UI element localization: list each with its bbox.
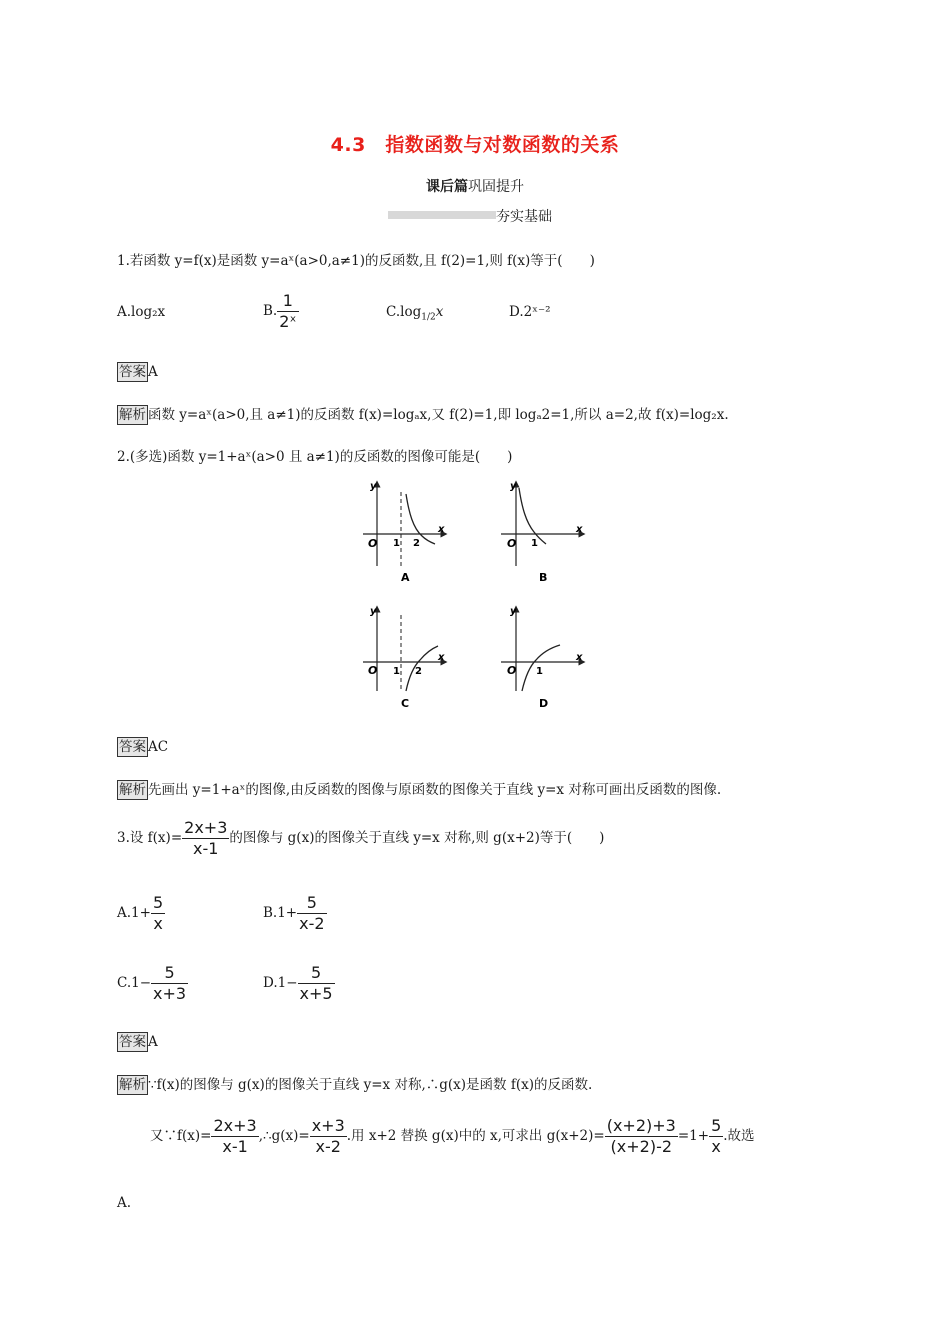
q1-option-c-base: 1/2 <box>421 312 436 323</box>
fraction-numerator: 1 <box>277 291 298 312</box>
q1-analysis-text: 函数 y=aˣ(a>0,且 a≠1)的反函数 f(x)=logₐx,又 f(2)=1,即 logₐ2=1,所以 a=2,故 f(x)=log₂x. <box>148 407 729 423</box>
graph-a <box>360 478 450 586</box>
tick-1: 1 <box>393 666 400 677</box>
page-title: 4.3 指数函数与对数函数的关系 <box>330 134 620 156</box>
fraction-denominator: x-2 <box>299 914 325 933</box>
q2-stem: 2.(多选)函数 y=1+aˣ(a>0 且 a≠1)的反函数的图像可能是( ) <box>117 449 513 465</box>
analysis-text: =1+ <box>677 1128 710 1144</box>
fraction-denominator: x-1 <box>222 1137 248 1156</box>
analysis-text: .用 x+2 替换 g(x)中的 x,可求出 g(x+2)= <box>346 1128 605 1144</box>
q3-stem-prefix: 3.设 f(x)= <box>117 830 183 846</box>
q1-option-c <box>386 302 443 328</box>
x-label: x <box>438 524 445 535</box>
q3-option-b-fraction <box>297 893 326 934</box>
tick-1: 1 <box>531 538 538 549</box>
fraction-numerator: 5 <box>152 893 164 912</box>
q3-analysis-line2 <box>150 1116 755 1157</box>
result-fraction <box>709 1116 723 1157</box>
fraction-numerator: 2x+3 <box>184 818 228 837</box>
q2-analysis-text: 先画出 y=1+aˣ的图像,由反函数的图像与原函数的图像关于直线 y=x 对称可画出反函数的图像. <box>148 782 722 798</box>
analysis-text: ,∴g(x)= <box>258 1128 310 1144</box>
q1-option-b-prefix: B. <box>263 303 278 319</box>
q1-answer-value: A <box>148 364 158 380</box>
fraction-denominator: 2ˣ <box>279 312 297 331</box>
fraction-numerator: 2x+3 <box>213 1116 257 1135</box>
q3-option-c <box>117 963 188 1004</box>
fraction-denominator: x-1 <box>193 839 219 858</box>
q1-analysis <box>117 405 729 425</box>
origin-label: O <box>368 664 378 677</box>
y-label: y <box>510 481 517 492</box>
q3-option-d-prefix: D.1− <box>263 975 298 991</box>
q1-option-c-prefix: C.log <box>386 304 422 320</box>
q3-option-a-prefix: A.1+ <box>117 905 151 921</box>
graph-d <box>498 603 588 711</box>
fraction-numerator: 5 <box>297 893 326 914</box>
analysis-tag: 解析 <box>119 1077 146 1093</box>
graph-label: C <box>401 697 410 710</box>
tick-1: 1 <box>536 666 543 677</box>
section-title: 夯实基础 <box>496 209 552 225</box>
q3-option-d-fraction <box>298 963 335 1004</box>
subtitle <box>0 176 950 196</box>
curve <box>519 488 546 544</box>
fraction-numerator: (x+2)+3 <box>606 1116 676 1135</box>
analysis-text: 又∵f(x)= <box>150 1128 212 1144</box>
q1-stem: 1.若函数 y=f(x)是函数 y=aˣ(a>0,a≠1)的反函数,且 f(2)=1,则 f(x)等于( ) <box>117 253 595 269</box>
x-label: x <box>576 524 583 535</box>
fraction-numerator: 5 <box>298 963 335 984</box>
y-label: y <box>370 481 377 492</box>
curve <box>406 646 438 691</box>
y-label: y <box>370 606 377 617</box>
y-label: y <box>510 606 517 617</box>
answer-tag: 答案 <box>119 364 146 380</box>
graph-b <box>498 478 588 586</box>
q1-option-b <box>263 291 299 332</box>
fraction-denominator: x-2 <box>315 1137 341 1156</box>
answer-tag: 答案 <box>119 739 146 755</box>
tick-2: 2 <box>415 666 422 677</box>
fraction-denominator: x <box>711 1137 721 1156</box>
q3-option-a-fraction <box>151 893 165 934</box>
q2-answer <box>117 737 168 757</box>
subtitle-rest: 巩固提升 <box>468 179 524 195</box>
tick-2: 2 <box>413 538 420 549</box>
q1-option-a: A.log₂x <box>117 304 166 320</box>
fraction-denominator: x <box>153 914 163 933</box>
section-bar <box>388 211 496 219</box>
origin-label: O <box>368 537 378 550</box>
q3-stem-suffix: 的图像与 g(x)的图像关于直线 y=x 对称,则 g(x+2)等于( ) <box>229 830 605 846</box>
origin-label: O <box>507 537 517 550</box>
q3-analysis-line3: A. <box>117 1195 132 1211</box>
graph-label: D <box>539 697 549 710</box>
subtitle-bold: 课后篇 <box>426 179 468 195</box>
q1-option-b-fraction <box>277 291 298 332</box>
origin-label: O <box>507 664 517 677</box>
q1-option-c-var: x <box>435 304 444 320</box>
q3-analysis <box>117 1075 592 1095</box>
fraction-denominator: x+3 <box>153 984 187 1003</box>
q3-option-a <box>117 893 165 934</box>
g-fraction <box>310 1116 347 1157</box>
answer-tag: 答案 <box>119 1034 146 1050</box>
q1-option-d: D.2ˣ⁻² <box>509 304 551 320</box>
fraction-numerator: 5 <box>151 963 188 984</box>
graph-c <box>360 603 450 711</box>
q2-answer-value: AC <box>148 739 169 755</box>
q3-option-b-prefix: B.1+ <box>263 905 298 921</box>
q3-answer-value: A <box>148 1034 158 1050</box>
q3-option-d <box>263 963 335 1004</box>
q3-option-c-prefix: C.1− <box>117 975 152 991</box>
q2-analysis <box>117 780 721 800</box>
f-fraction <box>211 1116 258 1157</box>
tick-1: 1 <box>393 538 400 549</box>
analysis-tag: 解析 <box>119 407 146 423</box>
x-label: x <box>438 652 445 663</box>
q3-stem-fraction <box>182 818 229 859</box>
q3-stem <box>117 818 604 859</box>
fraction-numerator: x+3 <box>311 1116 345 1135</box>
fraction-numerator: 5 <box>711 1116 722 1135</box>
x-label: x <box>576 652 583 663</box>
analysis-tag: 解析 <box>119 782 146 798</box>
fraction-denominator: x+5 <box>299 984 333 1003</box>
fraction-denominator: (x+2)-2 <box>610 1137 673 1156</box>
q1-answer <box>117 362 158 382</box>
graph-label: B <box>539 571 548 584</box>
h-fraction <box>605 1116 678 1157</box>
q3-option-b <box>263 893 327 934</box>
q3-analysis-text: ∵f(x)的图像与 g(x)的图像关于直线 y=x 对称,∴g(x)是函数 f(x)的反函数. <box>148 1077 593 1093</box>
graph-label: A <box>401 571 410 584</box>
analysis-text: .故选 <box>723 1128 755 1144</box>
q3-answer <box>117 1032 158 1052</box>
q3-option-c-fraction <box>151 963 188 1004</box>
curve <box>406 494 435 544</box>
